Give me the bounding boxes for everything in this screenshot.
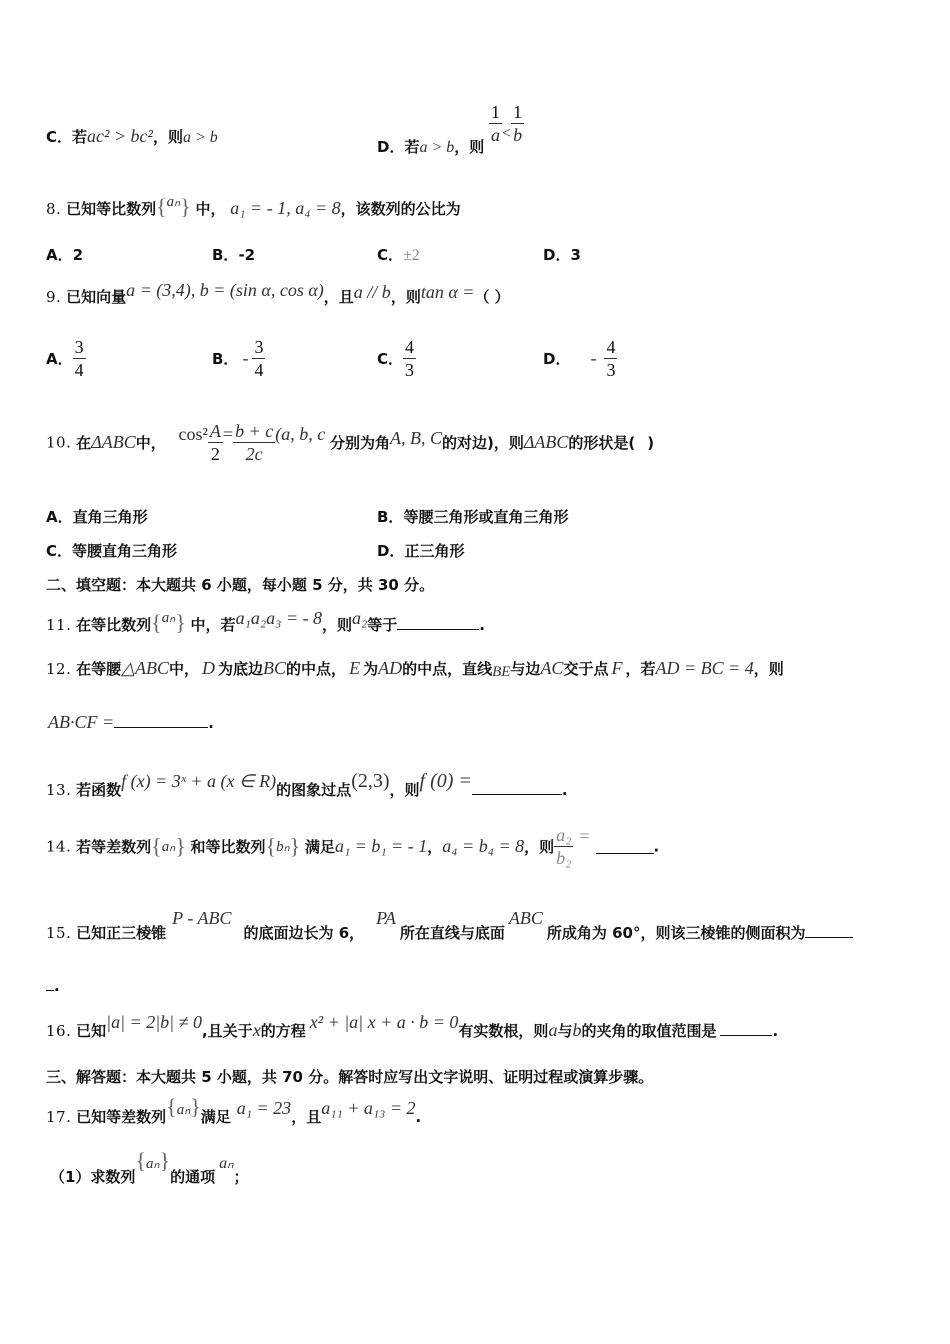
q9-options	[46, 336, 846, 392]
q8-number: 8.	[46, 200, 62, 218]
q16-stem	[46, 1012, 779, 1040]
q16-number: 16.	[46, 1022, 72, 1040]
q9-number: 9.	[46, 288, 62, 306]
q9-option-b: B． - $\frac{3}{4}$	[212, 337, 264, 380]
q17-text1: 已知等差数列	[76, 1108, 167, 1126]
q12-cond: AD = BC = 4	[655, 658, 754, 678]
q17-part1-an: aₙ	[219, 1155, 234, 1172]
q11-math: a₁a₂a₃ = - 8	[235, 608, 322, 628]
q17-cond2: a₁₁ + a₁₃ = 2	[321, 1098, 416, 1118]
q15-answer-blank-cont[interactable]	[46, 976, 54, 991]
q11-number: 11.	[46, 616, 72, 634]
q8-stem: 8. 已知等比数列{aₙ} 中， a₁ = - 1, a₄ = 8，该数列的公比为	[46, 194, 461, 219]
q8-math: a₁ = - 1, a₄ = 8	[230, 198, 341, 218]
q9-option-c: C． $\frac{4}{3}$	[377, 337, 415, 380]
q10-text6: )	[647, 433, 655, 452]
q10-text2: 中，	[135, 434, 166, 452]
q9-text4: （ ）	[474, 288, 510, 306]
q16-text4: 有实数根，则	[458, 1022, 549, 1040]
q16-text6: 的夹角的取值范围是	[581, 1022, 717, 1040]
q12-AD: AD	[378, 658, 403, 678]
q17-seq: aₙ	[176, 1102, 191, 1118]
q17-end: .	[415, 1108, 422, 1126]
q15-answer-blank[interactable]	[805, 923, 853, 938]
q15-text2: 的底面边长为 6，	[243, 924, 365, 942]
q11-answer-blank[interactable]	[397, 615, 479, 630]
q16-text5: 与	[557, 1022, 573, 1040]
q16-b: b	[572, 1020, 582, 1040]
q12-BE: BE	[492, 664, 511, 680]
q8-text2: 中，	[195, 200, 226, 218]
q14-eq: =	[579, 826, 590, 846]
q7-c-mid: ，则	[152, 128, 183, 146]
q16-a: a	[548, 1020, 558, 1040]
q14-answer-blank[interactable]	[596, 839, 654, 854]
q13-func: f (x) = 3ˣ + a (x ∈ R)	[121, 771, 277, 791]
q8-option-a: A．2	[46, 246, 84, 264]
q16-cond: |a| = 2|b| ≠ 0	[106, 1012, 202, 1032]
q13-text3: ，则	[389, 781, 420, 799]
q13-point: (2,3)	[351, 770, 390, 792]
q12-stem	[46, 658, 784, 679]
q17-part1: （1）求数列{aₙ}的通项aₙ；	[50, 1148, 249, 1186]
q13-f0: f (0) =	[419, 770, 472, 792]
q11-seq: aₙ	[161, 610, 176, 626]
q13-stem	[46, 770, 568, 799]
q12-answer-line	[48, 712, 214, 733]
q12-end: .	[208, 714, 214, 732]
q15-text4: 所成角为 60°，则该三棱锥的侧面积为	[546, 924, 806, 942]
section2-heading: 二、填空题：本大题共 6 小题，每小题 5 分，共 30 分。	[46, 576, 435, 594]
q15-pyr: P - ABC	[172, 908, 232, 928]
q14-text5: ，则	[524, 838, 555, 856]
q8-text1: 已知等比数列	[66, 200, 157, 218]
q7-d-lt: <	[502, 124, 512, 142]
q15-text1: 已知正三棱锥	[76, 924, 167, 942]
q10-text4: 的对边)，则	[441, 434, 524, 452]
q8-text3: ，该数列的公比为	[340, 200, 461, 218]
q17-part1-label: （1）求数列	[50, 1168, 136, 1186]
q10-text5: 的形状是(	[568, 434, 636, 452]
q7-c-math: ac² > bc²	[87, 126, 153, 146]
q13-answer-blank[interactable]	[472, 780, 562, 795]
q12-expr: AB·CF =	[48, 712, 115, 732]
q14-text4: ，	[427, 838, 443, 856]
q7-c-label: C．若	[46, 128, 88, 146]
q14-text1: 若等差数列	[76, 838, 152, 856]
q10-eq: =	[222, 424, 234, 444]
q17-stem: 17. 已知等差数列{aₙ}满足 a₁ = 23，且a₁₁ + a₁₃ = 2.	[46, 1094, 422, 1126]
q14-text3: 满足	[304, 838, 335, 856]
q16-answer-blank[interactable]	[720, 1021, 772, 1036]
q10-number: 10.	[46, 433, 72, 452]
q16-text3: 的方程	[260, 1022, 306, 1040]
q12-text3: 为底边	[218, 660, 264, 678]
q10-angles: A, B, C	[389, 428, 442, 448]
q14-seq2: bₙ	[276, 839, 290, 855]
q9-text2: ，且	[323, 288, 354, 306]
q12-text2: 中，	[169, 660, 200, 678]
q17-part1-text: 的通项	[170, 1168, 216, 1186]
q8-seq: aₙ	[166, 194, 181, 210]
q14-stem: 14. 若等差数列{aₙ} 和等比数列{bₙ} 满足a₁ = b₁ = - 1，a₄ = b₄ = 8，则 $\frac{\text{a₂}}{\text{b₂}}$ =.	[46, 825, 660, 868]
q15-end: .	[54, 977, 60, 995]
q9-option-d: D． - $\frac{4}{3}$	[543, 337, 616, 380]
q11-text2: 中，若	[190, 616, 236, 634]
q12-text7: 与边	[510, 660, 541, 678]
q8-option-c: C．±2	[377, 246, 420, 264]
q12-E: E	[349, 658, 361, 678]
q16-eq: x² + |a| x + a · b = 0	[309, 1012, 459, 1032]
q7-d-frac2: $\frac{1}{b}$	[513, 102, 523, 145]
q15-continued	[46, 976, 60, 995]
q13-number: 13.	[46, 781, 72, 799]
q14-seq1: aₙ	[161, 839, 176, 855]
q10-option-a: A．直角三角形	[46, 508, 148, 526]
q11-end: .	[479, 616, 485, 634]
q9-math1: a = (3,4), b = (sin α, cos α)	[126, 280, 324, 300]
q12-text10: ，则	[753, 660, 784, 678]
q12-D: D	[202, 658, 216, 678]
q10-paren: (a, b, c	[275, 424, 326, 444]
q14-text2: 和等比数列	[190, 838, 266, 856]
q15-number: 15.	[46, 924, 72, 942]
q11-text3: ，则	[321, 616, 352, 634]
q16-text1: 已知	[76, 1022, 107, 1040]
q11-stem: 11. 在等比数列{aₙ} 中，若a₁a₂a₃ = - 8，则a₂等于 .	[46, 608, 485, 635]
q10-frac1: $\frac{A}{2}$	[209, 421, 221, 464]
q17-part1-end: ；	[233, 1168, 249, 1186]
q13-text2: 的图象过点	[276, 781, 352, 799]
q7-option-d	[377, 101, 524, 156]
q10-tri2: ΔABC	[523, 432, 569, 452]
q13-end: .	[561, 781, 568, 799]
q12-text1: 在等腰	[76, 660, 122, 678]
q7-c-result: a > b	[182, 129, 218, 146]
q11-text1: 在等比数列	[76, 616, 152, 634]
q11-math2: a₂	[352, 608, 368, 628]
q10-stem	[46, 420, 654, 465]
q10-frac2: $\frac{b + c}{2c}$	[235, 421, 274, 464]
q16-x: x	[252, 1020, 261, 1040]
q15-text3: 所在直线与底面	[399, 924, 505, 942]
q7-d-mid: ，则	[454, 137, 485, 156]
q12-BC: BC	[263, 658, 287, 678]
q14-frac: $\frac{\text{a₂}}{\text{b₂}}$	[556, 825, 572, 868]
q9-math3: tan α =	[420, 282, 475, 302]
q7-option-c	[46, 126, 218, 147]
q12-text9: ，若	[625, 660, 656, 678]
q15-PA: PA	[376, 908, 396, 928]
q16-text2: ,且关于	[201, 1022, 253, 1040]
q10-text1: 在	[76, 434, 92, 452]
q9-option-a: A． $\frac{3}{4}$	[46, 337, 84, 380]
q12-tri: △ABC	[121, 658, 169, 678]
section3-heading: 三、解答题：本大题共 5 小题，共 70 分。解答时应写出文字说明、证明过程或演算步骤。	[46, 1068, 654, 1086]
q7-d-label: D．若	[377, 137, 420, 156]
q8-option-d: D．3	[543, 246, 581, 264]
q7-d-math: a > b	[419, 138, 455, 156]
q12-answer-blank[interactable]	[114, 713, 208, 728]
q17-text3: ，且	[291, 1108, 322, 1126]
q10-cos: cos²	[178, 424, 208, 444]
q17-number: 17.	[46, 1108, 72, 1126]
q14-end: .	[653, 837, 660, 856]
q12-number: 12.	[46, 660, 72, 678]
q12-AC: AC	[540, 658, 564, 678]
q12-text5: 为	[363, 660, 379, 678]
q9-math2: a // b	[353, 282, 391, 302]
q10-option-d: D．正三角形	[377, 542, 465, 560]
q12-text4: 的中点，	[286, 660, 347, 678]
q10-option-b: B．等腰三角形或直角三角形	[377, 508, 569, 526]
q15-ABC: ABC	[508, 908, 543, 928]
q9-text1: 已知向量	[66, 288, 127, 306]
q7-d-frac1: $\frac{1}{a}$	[491, 102, 501, 145]
q15-stem	[46, 908, 853, 942]
q17-part1-seq: aₙ	[146, 1156, 160, 1172]
q9-text3: ，则	[390, 288, 421, 306]
q12-text6: 的中点，直线	[402, 660, 493, 678]
q17-text2: 满足	[200, 1108, 231, 1126]
q12-text8: 交于点	[563, 660, 609, 678]
q10-text3: 分别为角	[329, 434, 390, 452]
q9-stem	[46, 280, 510, 307]
q17-cond1: a₁ = 23	[236, 1098, 292, 1118]
q10-tri: ΔABC	[91, 432, 136, 452]
q14-cond1: a₁ = b₁ = - 1	[334, 836, 428, 856]
q12-F: F	[611, 658, 623, 678]
q14-cond2: a₄ = b₄ = 8	[442, 836, 525, 856]
q10-option-c: C．等腰直角三角形	[46, 542, 178, 560]
q11-text4: 等于	[367, 616, 398, 634]
q13-text1: 若函数	[76, 781, 122, 799]
q16-end: .	[772, 1022, 779, 1040]
q8-option-b: B．-2	[212, 246, 256, 264]
q14-number: 14.	[46, 837, 72, 856]
